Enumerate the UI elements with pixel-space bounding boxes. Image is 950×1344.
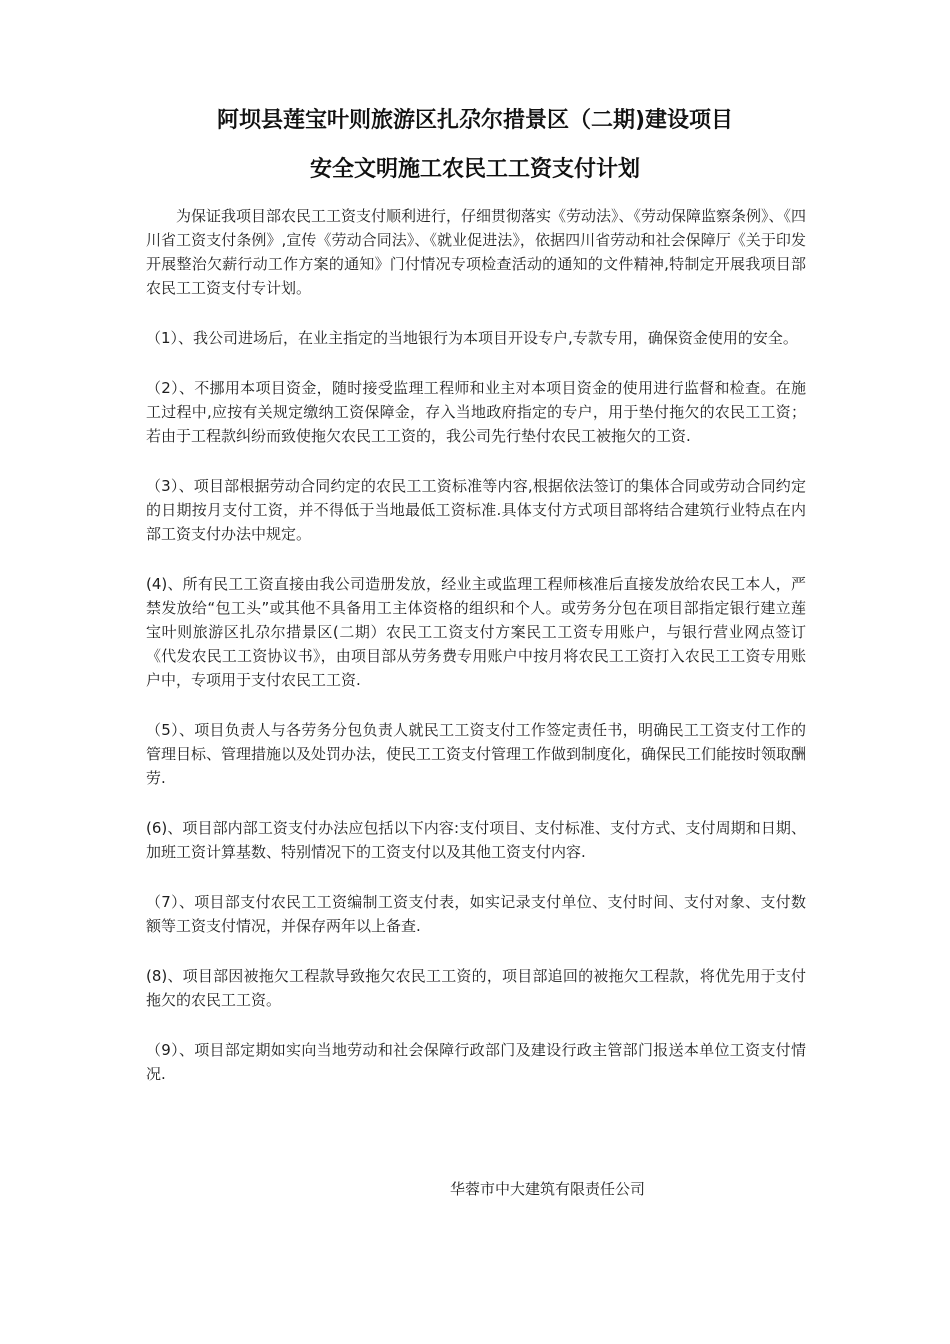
document-body bbox=[146, 204, 806, 1112]
company-signature: 华蓉市中大建筑有限责任公司 bbox=[450, 1180, 646, 1198]
clause-1: （1）、我公司进场后，在业主指定的当地银行为本项目开设专户,专款专用，确保资金使用的安全。 bbox=[146, 329, 798, 347]
document-subtitle: 安全文明施工农民工工资支付计划 bbox=[309, 157, 640, 182]
clause-5: （5）、项目负责人与各劳务分包负责人就民工工资支付工作签定责任书，明确民工工资支付工作的管理目标、管理措施以及处罚办法，使民工工资支付管理工作做到制度化，确保民工们能按时领取酬劳. bbox=[146, 721, 807, 787]
clause-9: （9）、项目部定期如实向当地劳动和社会保障行政部门及建设行政主管部门报送本单位工资支付情况. bbox=[146, 1041, 806, 1083]
clause-4: (4)、所有民工工资直接由我公司造册发放，经业主或监理工程师核准后直接发放给农民工本人，严禁发放给“包工头”或其他不具备用工主体资格的组织和个人。或劳务分包在项目部指定银行建立莲宝叶则旅游区扎尕尔措景区(二期）农民工工资支付方案民工工资专用账户，与银行营业网点签订《代发农民工工资协议书》，由项目部从劳务费专用账户中按月将农民工工资打入农民工工资专用账户中，专项用于支付农民工工资. bbox=[146, 575, 806, 689]
clause-2: （2）、不挪用本项目资金，随时接受监理工程师和业主对本项目资金的使用进行监督和检查。在施工过程中,应按有关规定缴纳工资保障金，存入当地政府指定的专户，用于垫付拖欠的农民工工资；若由于工程款纠纷而致使拖欠农民工工资的，我公司先行垫付农民工被拖欠的工资. bbox=[146, 379, 806, 445]
clause-6: (6)、项目部内部工资支付办法应包括以下内容:支付项目、支付标准、支付方式、支付周期和日期、加班工资计算基数、特别情况下的工资支付以及其他工资支付内容. bbox=[146, 819, 806, 861]
clause-3: （3）、项目部根据劳动合同约定的农民工工资标准等内容,根据依法签订的集体合同或劳动合同约定的日期按月支付工资，并不得低于当地最低工资标准.具体支付方式项目部将结合建筑行业特点在内部工资支付办法中规定。 bbox=[146, 477, 806, 543]
intro-paragraph: 为保证我项目部农民工工资支付顺利进行，仔细贯彻落实《劳动法》、《劳动保障监察条例》、《四川省工资支付条例》,宣传《劳动合同法》、《就业促进法》，依据四川省劳动和社会保障厅《关于印发开展整治欠薪行动工作方案的通知》门付情况专项检查活动的通知的文件精神,特制定开展我项目部农民工工资支付专计划。 bbox=[146, 207, 807, 297]
document-title: 阿坝县莲宝叶则旅游区扎尕尔措景区（二期)建设项目 bbox=[216, 108, 734, 133]
clause-7: （7）、项目部支付农民工工资编制工资支付表，如实记录支付单位、支付时间、支付对象、支付数额等工资支付情况，并保存两年以上备查. bbox=[146, 893, 806, 935]
clause-8: (8)、项目部因被拖欠工程款导致拖欠农民工工资的，项目部追回的被拖欠工程款，将优先用于支付拖欠的农民工工资。 bbox=[146, 967, 806, 1009]
